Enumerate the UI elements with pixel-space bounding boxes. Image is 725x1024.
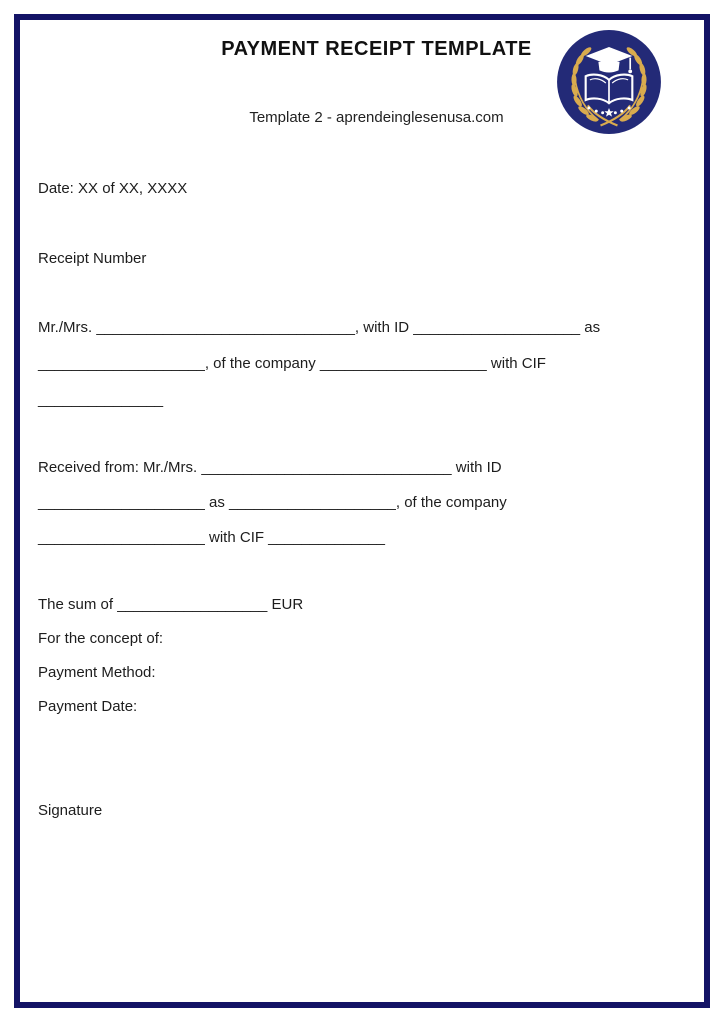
issuer-paragraph-line1: Mr./Mrs. _______________________________, with ID ____________________ as xyxy=(38,319,601,336)
page-subtitle: Template 2 - aprendeinglesenusa.com xyxy=(249,109,504,126)
receipt-number-label: Receipt Number xyxy=(38,250,147,267)
issuer-paragraph-line3: _______________ xyxy=(38,391,164,408)
graduation-seal-icon xyxy=(556,29,662,135)
payer-paragraph-line2: ____________________ as ____________________, of the company xyxy=(38,494,507,511)
signature-label: Signature xyxy=(38,802,103,819)
payer-paragraph-line1: Received from: Mr./Mrs. ______________________________ with ID xyxy=(38,459,502,476)
payer-paragraph-line3: ____________________ with CIF ______________ xyxy=(38,529,385,546)
page-title: PAYMENT RECEIPT TEMPLATE xyxy=(221,38,532,60)
payment-method-label: Payment Method: xyxy=(38,664,156,681)
payment-date-label: Payment Date: xyxy=(38,698,138,715)
amount-line: The sum of __________________ EUR xyxy=(38,596,304,613)
concept-label: For the concept of: xyxy=(38,630,164,647)
issuer-paragraph-line2: ____________________, of the company ____________________ with CIF xyxy=(38,355,546,372)
date-line: Date: XX of XX, XXXX xyxy=(38,180,188,197)
